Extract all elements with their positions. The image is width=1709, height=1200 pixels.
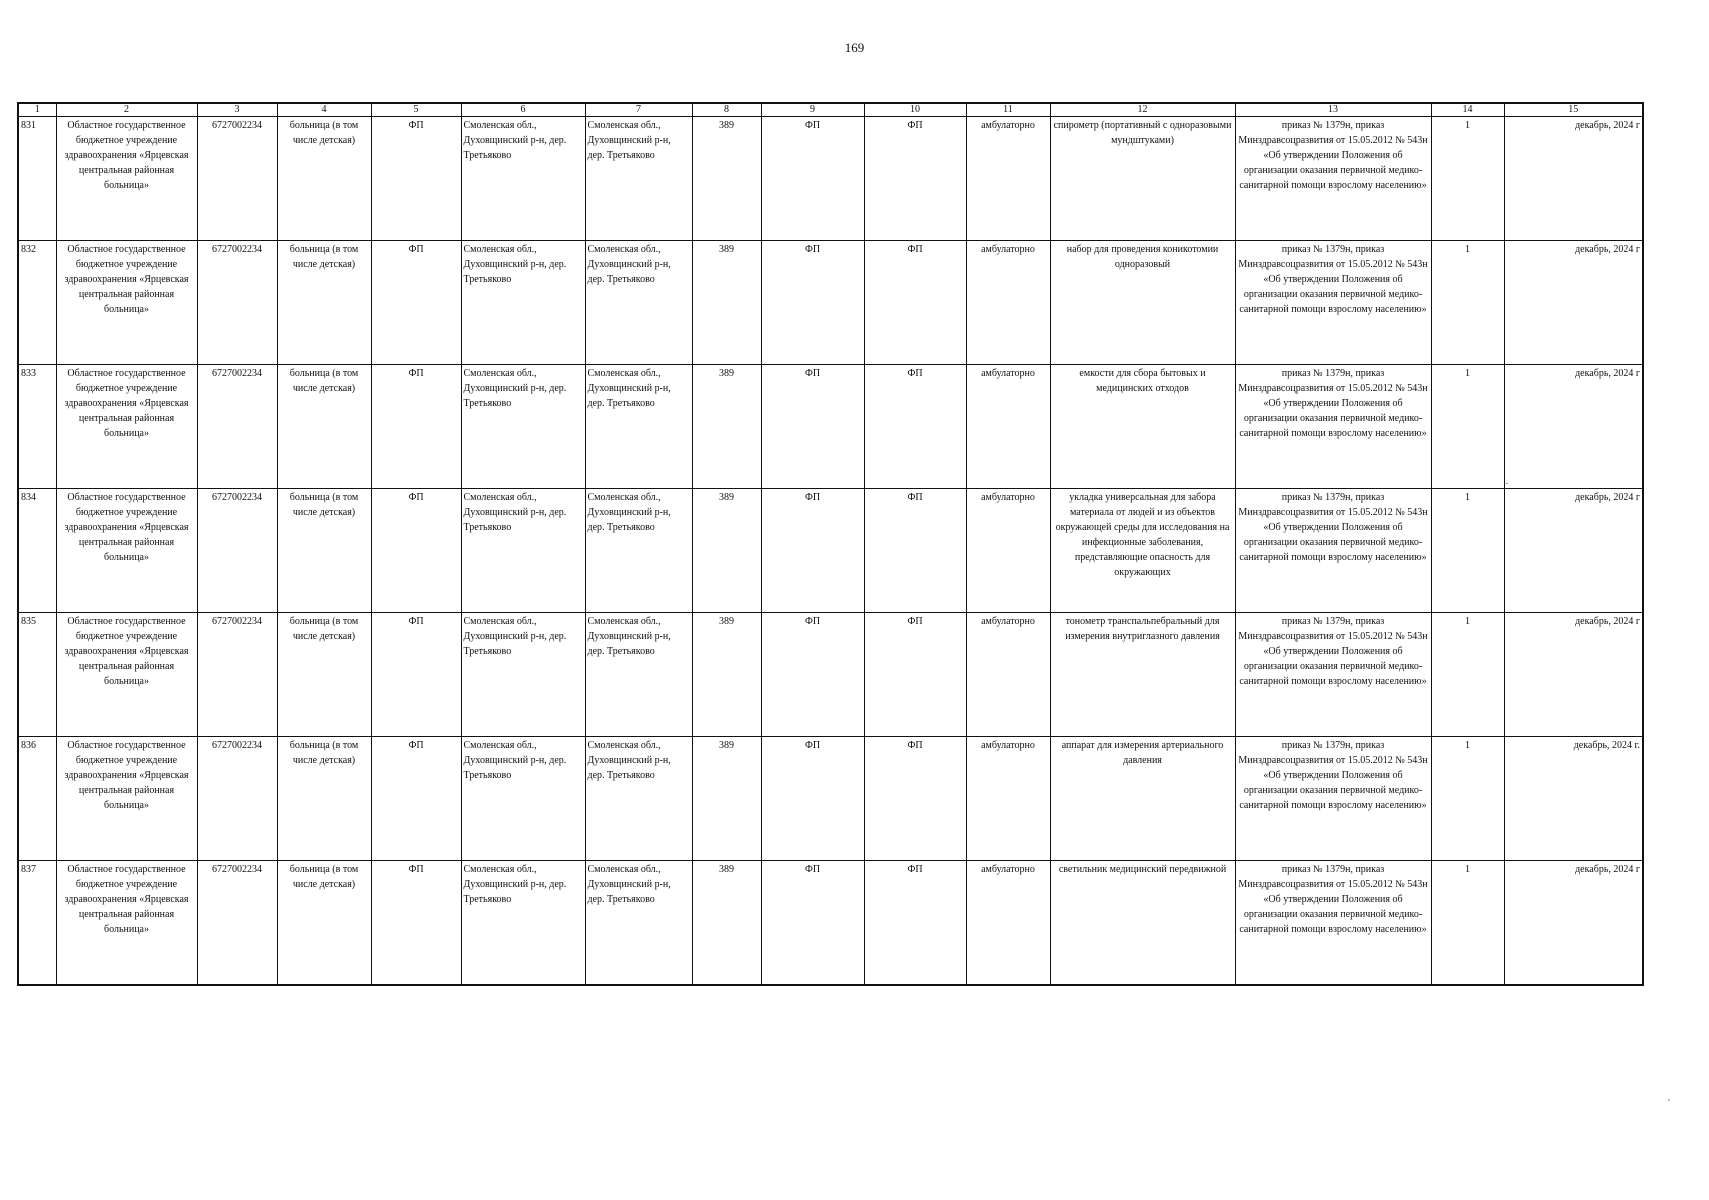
legal-basis: приказ № 1379н, приказ Минздравсоцразвития от 15.05.2012 № 543н «Об утверждении Положения об организации оказания первичной медико-санитарной помощи взрослому населению» xyxy=(1235,365,1431,489)
address: Смоленская обл., Духовщинский р-н, дер. Третьяково xyxy=(585,365,692,489)
col-header-6: 6 xyxy=(461,103,585,117)
deadline: декабрь, 2024 г xyxy=(1504,613,1643,737)
inn: 6727002234 xyxy=(197,241,277,365)
unit-type: ФП xyxy=(864,613,966,737)
deadline: декабрь, 2024 г xyxy=(1504,241,1643,365)
address: Смоленская обл., Духовщинский р-н, дер. Третьяково xyxy=(461,117,585,241)
equipment-name: емкости для сбора бытовых и медицинских отходов xyxy=(1050,365,1235,489)
inn: 6727002234 xyxy=(197,117,277,241)
facility-type: больница (в том числе детская) xyxy=(277,861,371,985)
unit-type: ФП xyxy=(761,117,864,241)
address: Смоленская обл., Духовщинский р-н, дер. Третьяково xyxy=(585,117,692,241)
equipment-name: аппарат для измерения артериального давления xyxy=(1050,737,1235,861)
inn: 6727002234 xyxy=(197,861,277,985)
legal-basis: приказ № 1379н, приказ Минздравсоцразвития от 15.05.2012 № 543н «Об утверждении Положения об организации оказания первичной медико-санитарной помощи взрослому населению» xyxy=(1235,489,1431,613)
facility-type: больница (в том числе детская) xyxy=(277,613,371,737)
address: Смоленская обл., Духовщинский р-н, дер. Третьяково xyxy=(585,489,692,613)
facility-type: больница (в том числе детская) xyxy=(277,117,371,241)
address: Смоленская обл., Духовщинский р-н, дер. Третьяково xyxy=(461,489,585,613)
address: Смоленская обл., Духовщинский р-н, дер. Третьяково xyxy=(585,737,692,861)
unit-type: ФП xyxy=(371,489,461,613)
deadline: декабрь, 2024 г xyxy=(1504,861,1643,985)
col-header-5: 5 xyxy=(371,103,461,117)
inn: 6727002234 xyxy=(197,737,277,861)
deadline: декабрь, 2024 г xyxy=(1504,489,1643,613)
care-mode: амбулаторно xyxy=(966,241,1050,365)
code: 389 xyxy=(692,365,761,489)
facility-type: больница (в том числе детская) xyxy=(277,489,371,613)
inn: 6727002234 xyxy=(197,365,277,489)
organization-name: Областное государственное бюджетное учреждение здравоохранения «Ярцевская центральная районная больница» xyxy=(56,737,197,861)
unit-type: ФП xyxy=(371,737,461,861)
unit-type: ФП xyxy=(864,241,966,365)
care-mode: амбулаторно xyxy=(966,613,1050,737)
care-mode: амбулаторно xyxy=(966,861,1050,985)
legal-basis: приказ № 1379н, приказ Минздравсоцразвития от 15.05.2012 № 543н «Об утверждении Положения об организации оказания первичной медико-санитарной помощи взрослому населению» xyxy=(1235,241,1431,365)
unit-type: ФП xyxy=(761,737,864,861)
table-row xyxy=(18,241,1643,365)
quantity: 1 xyxy=(1431,613,1504,737)
col-header-7: 7 xyxy=(585,103,692,117)
address: Смоленская обл., Духовщинский р-н, дер. Третьяково xyxy=(585,861,692,985)
unit-type: ФП xyxy=(864,365,966,489)
quantity: 1 xyxy=(1431,861,1504,985)
unit-type: ФП xyxy=(864,117,966,241)
inn: 6727002234 xyxy=(197,489,277,613)
deadline: декабрь, 2024 г xyxy=(1504,365,1643,489)
facility-type: больница (в том числе детская) xyxy=(277,365,371,489)
facility-type: больница (в том числе детская) xyxy=(277,737,371,861)
code: 389 xyxy=(692,861,761,985)
page-number: 169 xyxy=(844,40,865,55)
unit-type: ФП xyxy=(761,365,864,489)
unit-type: ФП xyxy=(864,737,966,861)
quantity: 1 xyxy=(1431,365,1504,489)
address: Смоленская обл., Духовщинский р-н, дер. Третьяково xyxy=(585,241,692,365)
table-row xyxy=(18,613,1643,737)
row-number: 833 xyxy=(18,365,56,489)
equipment-name: набор для проведения коникотомии одноразовый xyxy=(1050,241,1235,365)
stray-mark: ˊ xyxy=(1667,1098,1671,1110)
col-header-11: 11 xyxy=(966,103,1050,117)
address: Смоленская обл., Духовщинский р-н, дер. Третьяково xyxy=(585,613,692,737)
unit-type: ФП xyxy=(371,365,461,489)
inn: 6727002234 xyxy=(197,613,277,737)
care-mode: амбулаторно xyxy=(966,365,1050,489)
col-header-10: 10 xyxy=(864,103,966,117)
legal-basis: приказ № 1379н, приказ Минздравсоцразвития от 15.05.2012 № 543н «Об утверждении Положения об организации оказания первичной медико-санитарной помощи взрослому населению» xyxy=(1235,861,1431,985)
unit-type: ФП xyxy=(371,241,461,365)
care-mode: амбулаторно xyxy=(966,489,1050,613)
unit-type: ФП xyxy=(761,489,864,613)
quantity: 1 xyxy=(1431,241,1504,365)
address: Смоленская обл., Духовщинский р-н, дер. Третьяково xyxy=(461,861,585,985)
row-number: 836 xyxy=(18,737,56,861)
row-number: 831 xyxy=(18,117,56,241)
unit-type: ФП xyxy=(761,861,864,985)
col-header-8: 8 xyxy=(692,103,761,117)
equipment-name: спирометр (портативный с одноразовыми мундштуками) xyxy=(1050,117,1235,241)
legal-basis: приказ № 1379н, приказ Минздравсоцразвития от 15.05.2012 № 543н «Об утверждении Положения об организации оказания первичной медико-санитарной помощи взрослому населению» xyxy=(1235,117,1431,241)
unit-type: ФП xyxy=(761,613,864,737)
column-number-row xyxy=(18,103,1643,117)
facility-type: больница (в том числе детская) xyxy=(277,241,371,365)
table-row xyxy=(18,737,1643,861)
unit-type: ФП xyxy=(371,117,461,241)
row-number: 832 xyxy=(18,241,56,365)
deadline: декабрь, 2024 г. xyxy=(1504,737,1643,861)
col-header-12: 12 xyxy=(1050,103,1235,117)
care-mode: амбулаторно xyxy=(966,117,1050,241)
table-row xyxy=(18,117,1643,241)
unit-type: ФП xyxy=(864,489,966,613)
quantity: 1 xyxy=(1431,737,1504,861)
equipment-name: укладка универсальная для забора материала от людей и из объектов окружающей среды для исследования на инфекционные заболевания, представляющие опасность для окружающих xyxy=(1050,489,1235,613)
equipment-name: тонометр транспальпебральный для измерения внутриглазного давления xyxy=(1050,613,1235,737)
unit-type: ФП xyxy=(371,613,461,737)
organization-name: Областное государственное бюджетное учреждение здравоохранения «Ярцевская центральная районная больница» xyxy=(56,861,197,985)
organization-name: Областное государственное бюджетное учреждение здравоохранения «Ярцевская центральная районная больница» xyxy=(56,365,197,489)
unit-type: ФП xyxy=(864,861,966,985)
table-row xyxy=(18,861,1643,985)
row-number: 835 xyxy=(18,613,56,737)
code: 389 xyxy=(692,117,761,241)
address: Смоленская обл., Духовщинский р-н, дер. Третьяково xyxy=(461,241,585,365)
equipment-name: светильник медицинский передвижной xyxy=(1050,861,1235,985)
address: Смоленская обл., Духовщинский р-н, дер. Третьяково xyxy=(461,737,585,861)
organization-name: Областное государственное бюджетное учреждение здравоохранения «Ярцевская центральная районная больница» xyxy=(56,489,197,613)
row-number: 834 xyxy=(18,489,56,613)
col-header-3: 3 xyxy=(197,103,277,117)
legal-basis: приказ № 1379н, приказ Минздравсоцразвития от 15.05.2012 № 543н «Об утверждении Положения об организации оказания первичной медико-санитарной помощи взрослому населению» xyxy=(1235,613,1431,737)
care-mode: амбулаторно xyxy=(966,737,1050,861)
col-header-15: 15 xyxy=(1504,103,1643,117)
code: 389 xyxy=(692,613,761,737)
row-number: 837 xyxy=(18,861,56,985)
organization-name: Областное государственное бюджетное учреждение здравоохранения «Ярцевская центральная районная больница» xyxy=(56,241,197,365)
code: 389 xyxy=(692,241,761,365)
quantity: 1 xyxy=(1431,117,1504,241)
stray-mark: ˙ xyxy=(1505,481,1509,493)
address: Смоленская обл., Духовщинский р-н, дер. Третьяково xyxy=(461,613,585,737)
organization-name: Областное государственное бюджетное учреждение здравоохранения «Ярцевская центральная районная больница» xyxy=(56,117,197,241)
col-header-4: 4 xyxy=(277,103,371,117)
code: 389 xyxy=(692,737,761,861)
col-header-14: 14 xyxy=(1431,103,1504,117)
deadline: декабрь, 2024 г xyxy=(1504,117,1643,241)
table-row xyxy=(18,489,1643,613)
col-header-1: 1 xyxy=(18,103,56,117)
col-header-9: 9 xyxy=(761,103,864,117)
organization-name: Областное государственное бюджетное учреждение здравоохранения «Ярцевская центральная районная больница» xyxy=(56,613,197,737)
table-row xyxy=(18,365,1643,489)
quantity: 1 xyxy=(1431,489,1504,613)
code: 389 xyxy=(692,489,761,613)
legal-basis: приказ № 1379н, приказ Минздравсоцразвития от 15.05.2012 № 543н «Об утверждении Положения об организации оказания первичной медико-санитарной помощи взрослому населению» xyxy=(1235,737,1431,861)
col-header-13: 13 xyxy=(1235,103,1431,117)
address: Смоленская обл., Духовщинский р-н, дер. Третьяково xyxy=(461,365,585,489)
col-header-2: 2 xyxy=(56,103,197,117)
equipment-table xyxy=(17,102,1644,986)
unit-type: ФП xyxy=(761,241,864,365)
unit-type: ФП xyxy=(371,861,461,985)
